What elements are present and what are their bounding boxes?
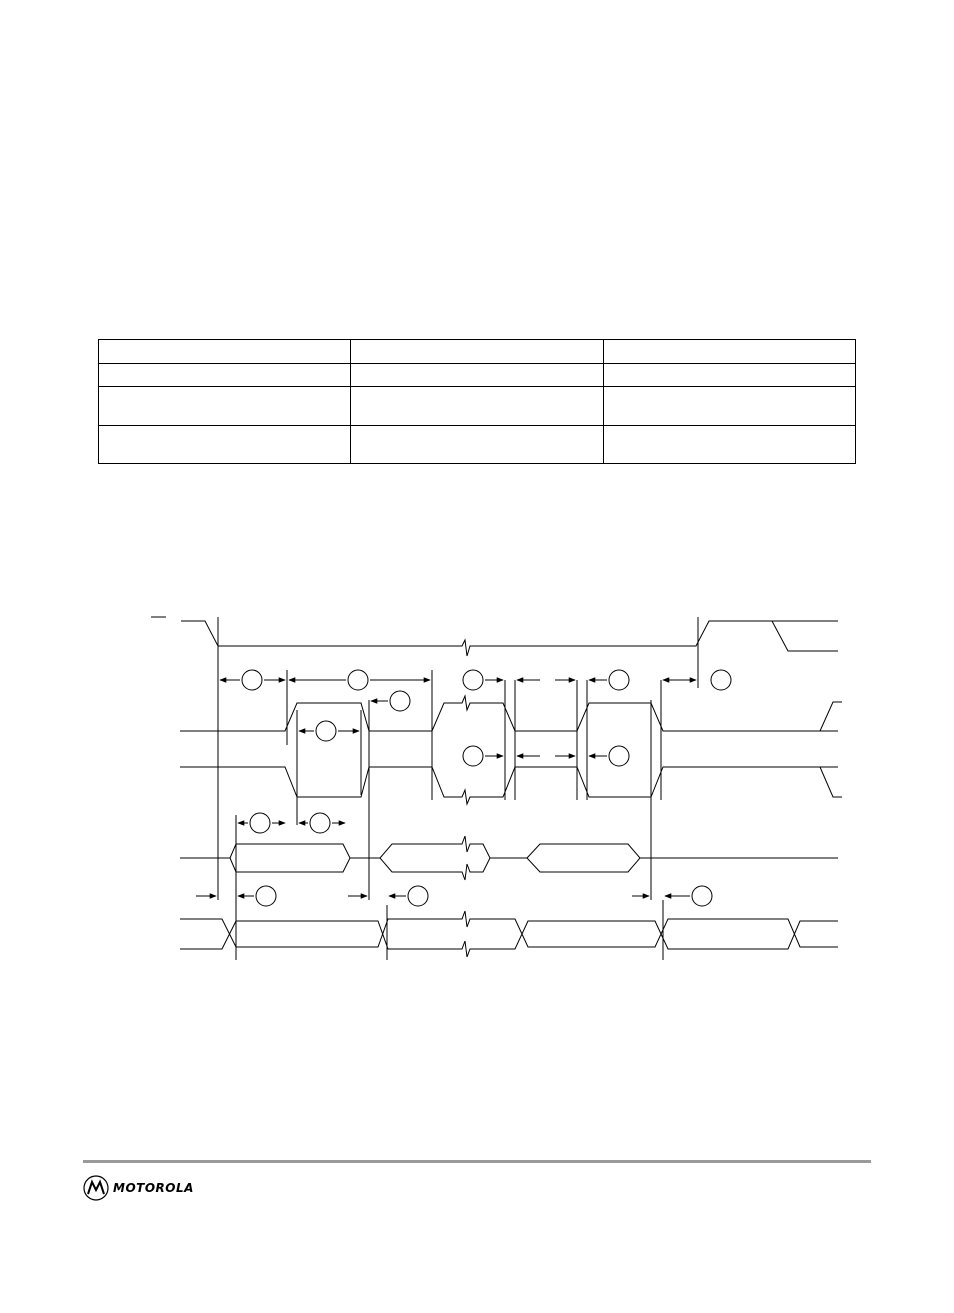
marker-circle: [390, 691, 410, 711]
marker-circle: [250, 813, 270, 833]
motorola-logo-icon: [83, 1175, 109, 1201]
marker-circle: [242, 670, 262, 690]
marker-circles: [242, 670, 731, 906]
marker-circle: [463, 670, 483, 690]
data-bus-waveform: [180, 836, 838, 880]
marker-circle: [609, 746, 629, 766]
address-strobe-waveforms: [180, 696, 842, 804]
footer-divider: [83, 1160, 871, 1163]
marker-circle: [463, 746, 483, 766]
marker-circle: [408, 886, 428, 906]
top-signal-next-cycle: [772, 621, 838, 651]
marker-circle: [609, 670, 629, 690]
reference-lines: [218, 617, 698, 960]
marker-circle: [310, 813, 330, 833]
marker-circle: [711, 670, 731, 690]
marker-circle: [692, 886, 712, 906]
top-signal-waveform: [181, 621, 838, 656]
marker-circle: [348, 670, 368, 690]
footer-brand: MOTOROLA: [113, 1181, 194, 1195]
marker-circle: [316, 721, 336, 741]
output-bus-waveform: [180, 911, 838, 957]
marker-circle: [256, 886, 276, 906]
timing-arrows: [196, 680, 696, 896]
